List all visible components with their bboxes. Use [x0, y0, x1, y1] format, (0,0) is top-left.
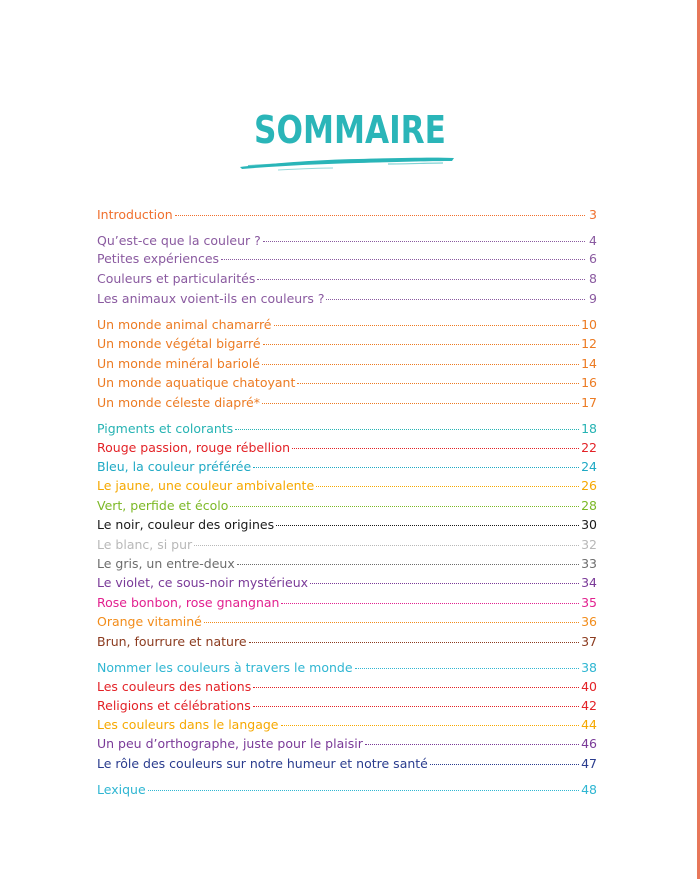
toc-entry-title: Le blanc, si pur [97, 537, 193, 552]
toc-entry[interactable] [97, 335, 597, 352]
toc-entry-page-number: 4 [589, 233, 597, 248]
toc-entry-page-number: 44 [581, 717, 597, 732]
toc-dot-leader [262, 403, 579, 404]
toc-entry[interactable] [97, 497, 597, 514]
toc-entry-title: Lexique [97, 782, 146, 797]
toc-dot-leader [175, 215, 585, 216]
toc-entry-title: Un monde végétal bigarré [97, 336, 261, 351]
toc-entry-page-number: 18 [581, 421, 597, 436]
toc-entry[interactable] [97, 594, 597, 611]
toc-entry[interactable] [97, 678, 597, 695]
toc-entry-title: Un monde aquatique chatoyant [97, 375, 296, 390]
toc-dot-leader [253, 706, 579, 707]
toc-entry-title: Le gris, un entre-deux [97, 556, 235, 571]
page-title: SOMMAIRE [254, 108, 446, 152]
toc-dot-leader [276, 525, 579, 526]
toc-entry-title: Le violet, ce sous-noir mystérieux [97, 575, 309, 590]
toc-dot-leader [235, 429, 579, 430]
toc-dot-leader [204, 622, 579, 623]
toc-entry-title: Qu’est-ce que la couleur ? [97, 233, 261, 248]
toc-dot-leader [221, 259, 585, 260]
toc-dot-leader [263, 344, 580, 345]
toc-dot-leader [274, 325, 580, 326]
toc-entry[interactable] [97, 536, 597, 553]
toc-entry-page-number: 48 [581, 782, 597, 797]
toc-entry-title: Les couleurs dans le langage [97, 717, 279, 732]
brush-stroke-underline [238, 154, 456, 174]
toc-entry-page-number: 28 [581, 498, 597, 513]
toc-dot-leader [194, 545, 579, 546]
toc-entry-title: Orange vitaminé [97, 614, 202, 629]
toc-entry-page-number: 3 [589, 207, 597, 222]
toc-entry[interactable] [97, 250, 597, 267]
toc-dot-leader [281, 603, 579, 604]
toc-entry-title: Un monde animal chamarré [97, 317, 272, 332]
toc-entry[interactable] [97, 374, 597, 391]
toc-entry-title: Nommer les couleurs à travers le monde [97, 660, 353, 675]
toc-entry-title: Un monde céleste diapré* [97, 395, 261, 410]
toc-entry-title: Religions et célébrations [97, 698, 251, 713]
toc-entry-title: Couleurs et particularités [97, 271, 256, 286]
toc-entry-page-number: 47 [581, 756, 597, 771]
toc-entry-title: Vert, perfide et écolo [97, 498, 229, 513]
toc-entry-title: Le rôle des couleurs sur notre humeur et notre santé [97, 756, 428, 771]
toc-entry[interactable] [97, 316, 597, 333]
toc-dot-leader [262, 364, 579, 365]
toc-entry[interactable] [97, 394, 597, 411]
toc-entry[interactable] [97, 232, 597, 249]
toc-entry-page-number: 46 [581, 736, 597, 751]
toc-entry-title: Petites expériences [97, 251, 220, 266]
toc-entry-title: Un monde minéral bariolé [97, 356, 260, 371]
toc-entry[interactable] [97, 735, 597, 752]
toc-entry-page-number: 35 [581, 595, 597, 610]
toc-entry-title: Rouge passion, rouge rébellion [97, 440, 291, 455]
toc-dot-leader [326, 299, 585, 300]
toc-entry-page-number: 37 [581, 634, 597, 649]
toc-entry-page-number: 17 [581, 395, 597, 410]
toc-entry-title: Pigments et colorants [97, 421, 234, 436]
toc-entry[interactable] [97, 633, 597, 650]
toc-entry[interactable] [97, 420, 597, 437]
toc-entry-page-number: 8 [589, 271, 597, 286]
toc-dot-leader [310, 583, 579, 584]
toc-entry-page-number: 26 [581, 478, 597, 493]
toc-dot-leader [230, 506, 579, 507]
toc-entry-page-number: 38 [581, 660, 597, 675]
toc-entry-title: Un peu d’orthographe, juste pour le plaisir [97, 736, 363, 751]
toc-entry-title: Rose bonbon, rose gnangnan [97, 595, 280, 610]
toc-entry-page-number: 22 [581, 440, 597, 455]
toc-entry[interactable] [97, 355, 597, 372]
toc-entry-page-number: 40 [581, 679, 597, 694]
toc-entry-title: Le jaune, une couleur ambivalente [97, 478, 315, 493]
toc-entry-title: Brun, fourrure et nature [97, 634, 247, 649]
toc-dot-leader [249, 642, 580, 643]
toc-entry-page-number: 16 [581, 375, 597, 390]
toc-entry-page-number: 12 [581, 336, 597, 351]
toc-entry-page-number: 10 [581, 317, 597, 332]
toc-entry[interactable] [97, 206, 597, 223]
toc-entry[interactable] [97, 290, 597, 307]
toc-entry-title: Les animaux voient-ils en couleurs ? [97, 291, 325, 306]
toc-dot-leader [253, 687, 579, 688]
toc-entry-page-number: 36 [581, 614, 597, 629]
toc-entry-page-number: 14 [581, 356, 597, 371]
toc-entry-title: Le noir, couleur des origines [97, 517, 275, 532]
toc-dot-leader [263, 241, 585, 242]
toc-entry[interactable] [97, 574, 597, 591]
toc-entry-page-number: 24 [581, 459, 597, 474]
toc-entry[interactable] [97, 781, 597, 798]
toc-entry[interactable] [97, 555, 597, 572]
toc-entry[interactable] [97, 270, 597, 287]
toc-dot-leader [316, 486, 579, 487]
toc-entry-page-number: 34 [581, 575, 597, 590]
toc-entry[interactable] [97, 716, 597, 733]
toc-entry-page-number: 9 [589, 291, 597, 306]
toc-entry[interactable] [97, 613, 597, 630]
toc-dot-leader [365, 744, 579, 745]
toc-dot-leader [355, 668, 580, 669]
toc-entry-title: Introduction [97, 207, 173, 222]
toc-entry-page-number: 30 [581, 517, 597, 532]
toc-entry[interactable] [97, 477, 597, 494]
toc-entry[interactable] [97, 439, 597, 456]
toc-entry-title: Bleu, la couleur préférée [97, 459, 252, 474]
toc-entry[interactable] [97, 755, 597, 772]
toc-dot-leader [430, 764, 579, 765]
toc-entry-page-number: 32 [581, 537, 597, 552]
toc-dot-leader [257, 279, 585, 280]
toc-dot-leader [253, 467, 579, 468]
toc-entry-page-number: 33 [581, 556, 597, 571]
toc-entry[interactable] [97, 458, 597, 475]
toc-entry-page-number: 6 [589, 251, 597, 266]
toc-entry[interactable] [97, 697, 597, 714]
toc-dot-leader [237, 564, 579, 565]
toc-dot-leader [148, 790, 579, 791]
toc-entry-page-number: 42 [581, 698, 597, 713]
toc-entry[interactable] [97, 659, 597, 676]
toc-dot-leader [292, 448, 579, 449]
toc-entry[interactable] [97, 516, 597, 533]
toc-dot-leader [297, 383, 579, 384]
toc-dot-leader [281, 725, 580, 726]
toc-entry-title: Les couleurs des nations [97, 679, 252, 694]
